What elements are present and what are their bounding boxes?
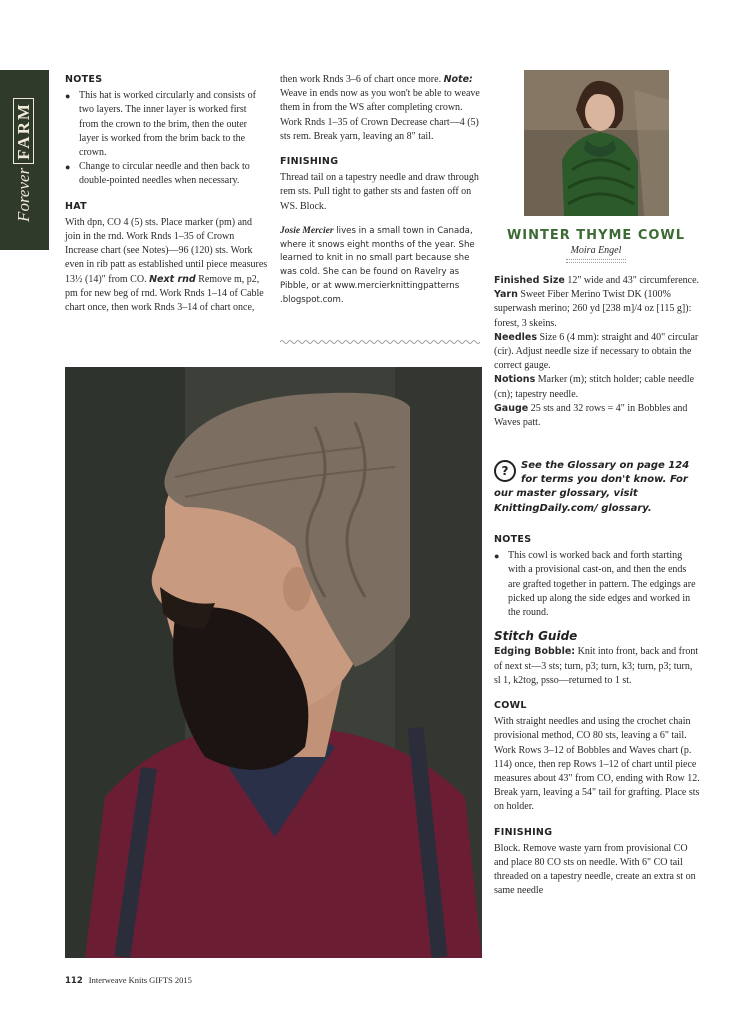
edging-bobble — [494, 645, 700, 688]
question-icon: ? — [494, 460, 516, 482]
notions — [494, 373, 700, 401]
designer-rule — [566, 259, 626, 263]
hat-notes-list — [65, 89, 268, 188]
section-tab — [0, 70, 49, 250]
needles — [494, 331, 700, 374]
note-label: Note: — [443, 74, 473, 85]
column-2 — [280, 73, 483, 308]
finished-size-label: Finished Size — [494, 275, 565, 286]
page-number: 112 — [65, 976, 83, 986]
cowl-notes-heading: NOTES — [494, 534, 532, 545]
hat-text-2: Remove m, p2, pm for new beg of rnd. Work Rnds 1–14 of Cable chart once, then work Rnds 3–14 of chart once, — [65, 273, 264, 314]
page-footer — [65, 975, 192, 986]
bio-text: lives in a small town in Canada, where it snows eight months of the year. She learned to knit in no small part because she was cold. She can be found on Ravelry as Pibble, or at www.mercierknittingpatterns .blogspot.com. — [280, 225, 475, 305]
column-3-lower — [494, 533, 700, 899]
list-item: ● This hat is worked circularly and consists of two layers. The inner layer is worked first from the crown to the brim, then the outer layer is worked from the brim back to the crown. — [65, 89, 268, 160]
notions-text: Marker (m); stitch holder; cable needle (cn); tapestry needle. — [494, 374, 695, 400]
gauge-text: 25 sts and 32 rows = 4" in Bobbles and Waves patt. — [494, 402, 688, 429]
section-tab-script: Forever — [14, 167, 33, 222]
hat-instructions — [65, 216, 268, 315]
yarn — [494, 288, 700, 331]
edging-bobble-label: Edging Bobble: — [494, 646, 576, 658]
edging-bobble-text: Knit into front, back and front of next st—3 sts; turn, p3; turn, k3; turn, p3; turn, sl 1, k2tog, psso—returned to 1 st. — [494, 646, 699, 686]
section-tab-block: FARM — [13, 98, 34, 164]
finishing-heading: FINISHING — [280, 156, 339, 168]
yarn-text: Sweet Fiber Merino Twist DK (100% superwash merino; 260 yd [238 m]/4 oz [115 g]): forest, 3 skeins. — [494, 289, 692, 329]
hat-instructions-cont — [280, 73, 483, 144]
designer-bio — [280, 225, 483, 308]
cont-text: then work Rnds 3–6 of chart once more. — [280, 74, 442, 85]
glossary-text: See the Glossary on page 124 for terms you don't know. For our master glossary, visit KnittingDaily.com/ glossary. — [494, 460, 690, 514]
finished-size-text: 12" wide and 43" circumference. — [567, 275, 700, 286]
yarn-label: Yarn — [494, 289, 518, 301]
needles-text: Size 6 (4 mm): straight and 40" circular (cir). Adjust needle size if necessary to obtain the correct gauge. — [494, 331, 699, 372]
gauge — [494, 402, 700, 430]
designer-name: Moira Engel — [570, 245, 622, 256]
note-text: Weave in ends now as you won't be able to weave them in from the WS after completing crown. Work Rnds 1–35 of Crown Decrease chart—4 (5) sts rem. Break yarn, leaving an 8" tail. — [280, 88, 480, 142]
pattern-title: WINTER THYME COWL — [506, 228, 686, 243]
wave-divider — [280, 338, 483, 346]
gauge-label: Gauge — [494, 402, 529, 414]
glossary-callout — [494, 459, 704, 516]
list-item: ● This cowl is worked back and forth starting with a provisional cast-on, and then the ends are grafted together in pattern. The edgings are picked up along the side edges and worked in the round. — [494, 549, 700, 620]
section-tab-label — [14, 75, 34, 245]
pattern-specs — [494, 274, 700, 430]
hat-photo-illustration — [65, 367, 482, 958]
cowl-model-photo — [524, 70, 669, 216]
hat-model-photo — [65, 367, 482, 958]
column-1 — [65, 73, 268, 315]
finished-size — [494, 274, 700, 288]
bio-name: Josie Mercier — [280, 225, 334, 236]
notes-heading: NOTES — [65, 74, 103, 85]
cowl-text: With straight needles and using the crochet chain provisional method, CO 80 sts, leaving a 6" tail. Work Rows 3–12 of Bobbles and Waves chart (p. 114) once, then rep Rows 1–12 of chart until piece measures about 43" from CO, ending with Row 12. Break yarn, leaving a 54" tail for grafting. Place sts on holder. — [494, 716, 700, 813]
cowl-finishing-text: Block. Remove waste yarn from provisional CO and place 80 CO sts on needle. With 6" CO tail threaded on a tapestry needle, create an extra st on same needle — [494, 842, 696, 897]
cowl-heading: COWL — [494, 700, 527, 712]
list-item: ● Change to circular needle and then back to double-pointed needles when necessary. — [65, 160, 268, 188]
notions-label: Notions — [494, 374, 536, 386]
stitch-guide-heading: Stitch Guide — [494, 629, 578, 644]
hat-text-1: With dpn, CO 4 (5) sts. Place marker (pm) and join in the rnd. Work Rnds 1–35 of Crown Increase chart (see Notes)—96 (120) sts. Work even in rib patt as established until piece measures 13½ (14)" from CO. — [65, 216, 268, 285]
next-rnd-label: Next rnd — [149, 273, 196, 285]
cowl-notes-list — [494, 549, 700, 620]
cowl-photo-illustration — [524, 70, 669, 216]
hat-heading: HAT — [65, 200, 87, 212]
finishing-text: Thread tail on a tapestry needle and draw through rem sts. Pull tight to gather sts and fasten off on WS. Block. — [280, 172, 479, 212]
publication-name: Interweave Knits GIFTS 2015 — [88, 975, 192, 985]
cowl-finishing-heading: FINISHING — [494, 826, 553, 838]
needles-label: Needles — [494, 331, 537, 343]
